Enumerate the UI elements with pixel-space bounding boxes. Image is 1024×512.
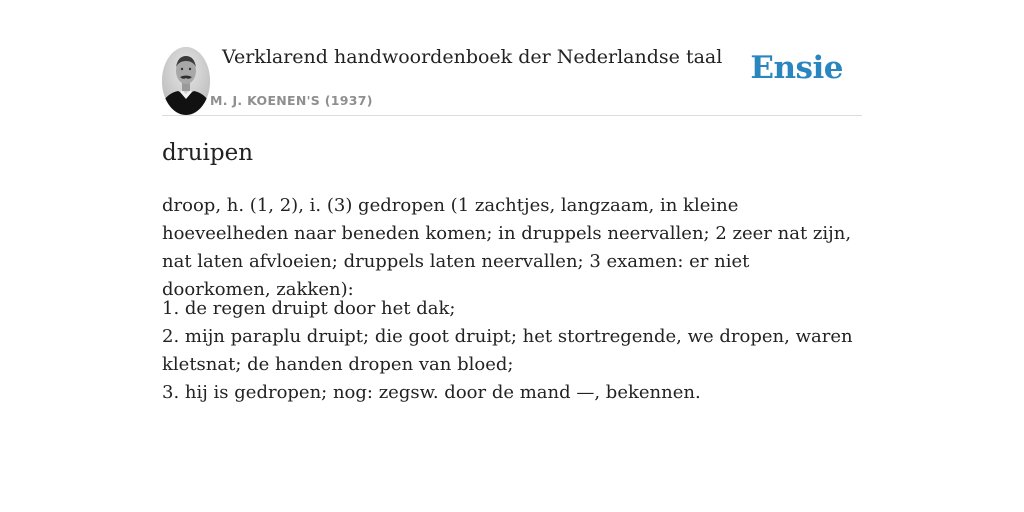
portrait-icon	[162, 47, 210, 115]
example-line: 2. mijn paraplu druipt; die goot druipt; het stortregende, we dropen, waren kletsnat; de handen dropen van bloed;	[162, 326, 853, 375]
entry-examples	[162, 295, 862, 407]
example-line: 1. de regen druipt door het dak;	[162, 298, 456, 319]
entry-headword: druipen	[162, 140, 254, 166]
entry-definition: droop, h. (1, 2), i. (3) gedropen (1 zachtjes, langzaam, in kleine hoeveelheden naar beneden komen; in druppels neervallen; 2 zeer nat zijn, nat laten afvloeien; druppels laten neervallen; 3 examen: er niet doorkomen, zakken):	[162, 195, 852, 300]
dictionary-title: Verklarend handwoordenboek der Nederlandse taal	[222, 46, 723, 68]
ensie-logo-link[interactable]: Ensie	[750, 50, 843, 86]
author-portrait	[162, 47, 210, 115]
dictionary-author: M. J. KOENEN'S (1937)	[210, 93, 373, 108]
site-header	[162, 44, 862, 116]
example-line: 3. hij is gedropen; nog: zegsw. door de mand —, bekennen.	[162, 382, 701, 403]
